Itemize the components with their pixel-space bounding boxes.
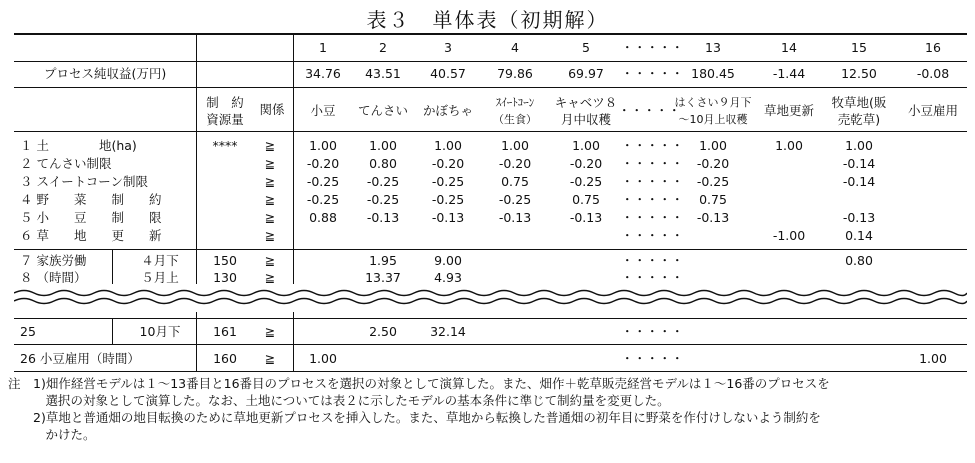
profit-label: プロセス純収益(万円)	[44, 66, 167, 81]
profit-value: 40.57	[430, 66, 466, 81]
profit-value: -0.08	[916, 66, 950, 81]
row-label: ６ 草 地 更 新	[20, 228, 162, 243]
process-number: 15	[851, 40, 867, 55]
coefficient-cell: 0.80	[845, 253, 873, 268]
relation-sign: ≧	[264, 138, 276, 153]
table-top-rule	[14, 33, 967, 35]
coefficient-cell: 1.00	[919, 351, 947, 366]
resource-amount: 150	[213, 253, 237, 268]
coefficient-cell: ・・・・・	[621, 192, 684, 207]
table-bottom-rule	[14, 371, 967, 372]
col-divider-label-lower	[196, 312, 197, 371]
coefficient-cell: 0.75	[699, 192, 727, 207]
process-number: 4	[511, 40, 519, 55]
coefficient-cell: 1.00	[369, 138, 397, 153]
process-number: 13	[705, 40, 721, 55]
rule-after-header	[14, 131, 967, 132]
crop-header: 小豆雇用	[907, 103, 958, 118]
coefficient-cell: -0.25	[569, 174, 603, 189]
row-label: １ 土 地(ha)	[20, 138, 137, 153]
relation-sign: ≧	[264, 324, 276, 339]
relation-sign: ≧	[264, 156, 276, 171]
profit-value: 34.76	[305, 66, 341, 81]
crop-header: ・・・・・	[618, 103, 681, 118]
row-label: ２ てんさい制限	[20, 156, 112, 171]
coefficient-cell: ・・・・・	[621, 228, 684, 243]
relation-sign: ≧	[264, 210, 276, 225]
coefficient-cell: 1.00	[309, 138, 337, 153]
relation-sign: ≧	[264, 270, 276, 285]
coefficient-cell: -0.20	[306, 156, 340, 171]
coefficient-cell: 0.80	[369, 156, 397, 171]
table-break-wave	[14, 288, 967, 310]
coefficient-cell: ・・・・・	[621, 351, 684, 366]
coefficient-cell: -1.00	[772, 228, 806, 243]
coefficient-cell: ・・・・・	[621, 156, 684, 171]
row-label: 26 小豆雇用（時間）	[20, 351, 140, 366]
relation-sign: ≧	[264, 228, 276, 243]
coefficient-cell: 0.14	[845, 228, 873, 243]
coefficient-cell: 1.00	[845, 138, 873, 153]
process-number: 2	[379, 40, 387, 55]
coefficient-cell: ・・・・・	[621, 270, 684, 285]
period-label: ４月下	[141, 253, 179, 268]
row-label: ４ 野 菜 制 約	[20, 192, 162, 207]
crop-header: かぼちゃ	[422, 103, 473, 118]
coefficient-cell: -0.20	[569, 156, 603, 171]
relation-sign: ≧	[264, 174, 276, 189]
profit-value: 180.45	[691, 66, 735, 81]
rule-after-block1	[14, 249, 967, 250]
crop-header: ｽｲｰﾄｺｰﾝ （生食）	[493, 96, 537, 126]
row-label: ５ 小 豆 制 限	[20, 210, 162, 225]
coefficient-cell: -0.14	[842, 174, 876, 189]
col-divider-rel-lower	[293, 312, 294, 371]
col-divider-sub-lower	[112, 318, 113, 344]
resource-amount: 160	[213, 351, 237, 366]
profit-value: 79.86	[497, 66, 533, 81]
coefficient-cell: 1.00	[699, 138, 727, 153]
footnotes	[8, 375, 830, 443]
note-line: かけた。	[8, 427, 96, 442]
coefficient-cell: -0.14	[842, 156, 876, 171]
row-label: 25	[20, 324, 36, 339]
resource-amount: ****	[212, 138, 238, 153]
page-title: 表３ 単体表（初期解）	[366, 8, 609, 32]
relation-header: 関係	[259, 102, 285, 117]
coefficient-cell: 32.14	[430, 324, 466, 339]
relation-sign: ≧	[264, 351, 276, 366]
coefficient-cell: ・・・・・	[621, 138, 684, 153]
coefficient-cell: -0.25	[366, 192, 400, 207]
col-divider-sub	[112, 249, 113, 284]
coefficient-cell: 0.75	[572, 192, 600, 207]
coefficient-cell: -0.13	[569, 210, 603, 225]
relation-sign: ≧	[264, 253, 276, 268]
crop-header: てんさい	[357, 103, 408, 118]
process-number: 1	[319, 40, 327, 55]
coefficient-cell: -0.20	[696, 156, 730, 171]
coefficient-cell: -0.13	[842, 210, 876, 225]
crop-header: 小豆	[310, 103, 336, 118]
process-number: 3	[444, 40, 452, 55]
process-number: 14	[781, 40, 797, 55]
coefficient-cell: 1.00	[434, 138, 462, 153]
coefficient-cell: -0.13	[366, 210, 400, 225]
coefficient-cell: 1.00	[309, 351, 337, 366]
resource-amount: 130	[213, 270, 237, 285]
col-divider-rel	[293, 33, 294, 284]
crop-header: 牧草地(販 売乾草)	[831, 95, 887, 127]
row-label: ３ スイートコーン制限	[20, 174, 148, 189]
coefficient-cell: -0.25	[431, 192, 465, 207]
process-number: 5	[582, 40, 590, 55]
profit-value: -1.44	[772, 66, 806, 81]
process-number: 16	[925, 40, 941, 55]
coefficient-cell: -0.13	[431, 210, 465, 225]
rule-after-25	[14, 344, 967, 345]
coefficient-cell: -0.25	[696, 174, 730, 189]
process-number: ・・・・・	[621, 40, 684, 55]
note-line: 2)草地と普通畑の地目転換のために草地更新プロセスを挿入した。また、草地から転換した普通畑の初年目に野菜を作付けしないよう制約を	[8, 410, 821, 425]
note-line: 選択の対象として演算した。なお、土地については表２に示したモデルの基本条件に準じて制約量を変更した。	[8, 393, 670, 408]
profit-value: 69.97	[568, 66, 604, 81]
coefficient-cell: 13.37	[365, 270, 401, 285]
coefficient-cell: 1.95	[369, 253, 397, 268]
period-label: ５月上	[141, 270, 179, 285]
coefficient-cell: 1.00	[775, 138, 803, 153]
coefficient-cell: ・・・・・	[621, 210, 684, 225]
coefficient-cell: 0.88	[309, 210, 337, 225]
col-divider-label	[196, 33, 197, 284]
crop-header: 草地更新	[763, 103, 814, 118]
row-label: ８ （時間）	[20, 270, 87, 285]
row-label: ７ 家族労働	[20, 253, 87, 268]
constraint-header: 制 約 資源量	[206, 95, 244, 127]
coefficient-cell: -0.25	[306, 192, 340, 207]
crop-header: キャベツ８ 月中収穫	[554, 95, 618, 127]
crop-header: はくさい９月下 ～10月上収穫	[674, 96, 752, 126]
rule-after-profit	[14, 87, 967, 88]
coefficient-cell: 4.93	[434, 270, 462, 285]
profit-value: 12.50	[841, 66, 877, 81]
profit-value: 43.51	[365, 66, 401, 81]
resource-amount: 161	[213, 324, 237, 339]
coefficient-cell: ・・・・・	[621, 253, 684, 268]
coefficient-cell: ・・・・・	[621, 174, 684, 189]
coefficient-cell: -0.20	[498, 156, 532, 171]
coefficient-cell: -0.20	[431, 156, 465, 171]
profit-value: ・・・・・	[621, 66, 684, 81]
rule-after-nums	[14, 61, 967, 62]
coefficient-cell: -0.25	[366, 174, 400, 189]
relation-sign: ≧	[264, 192, 276, 207]
coefficient-cell: 9.00	[434, 253, 462, 268]
coefficient-cell: -0.25	[306, 174, 340, 189]
coefficient-cell: 1.00	[501, 138, 529, 153]
coefficient-cell: 1.00	[572, 138, 600, 153]
coefficient-cell: ・・・・・	[621, 324, 684, 339]
note-line: 注 1)畑作経営モデルは１～13番目と16番目のプロセスを選択の対象として演算した。また、畑作＋乾草販売経営モデルは１～16番のプロセスを	[8, 376, 830, 391]
coefficient-cell: -0.13	[498, 210, 532, 225]
coefficient-cell: 2.50	[369, 324, 397, 339]
coefficient-cell: -0.13	[696, 210, 730, 225]
coefficient-cell: -0.25	[498, 192, 532, 207]
rule-before-25	[14, 318, 967, 319]
period-label: 10月下	[139, 324, 181, 339]
coefficient-cell: -0.25	[431, 174, 465, 189]
coefficient-cell: 0.75	[501, 174, 529, 189]
